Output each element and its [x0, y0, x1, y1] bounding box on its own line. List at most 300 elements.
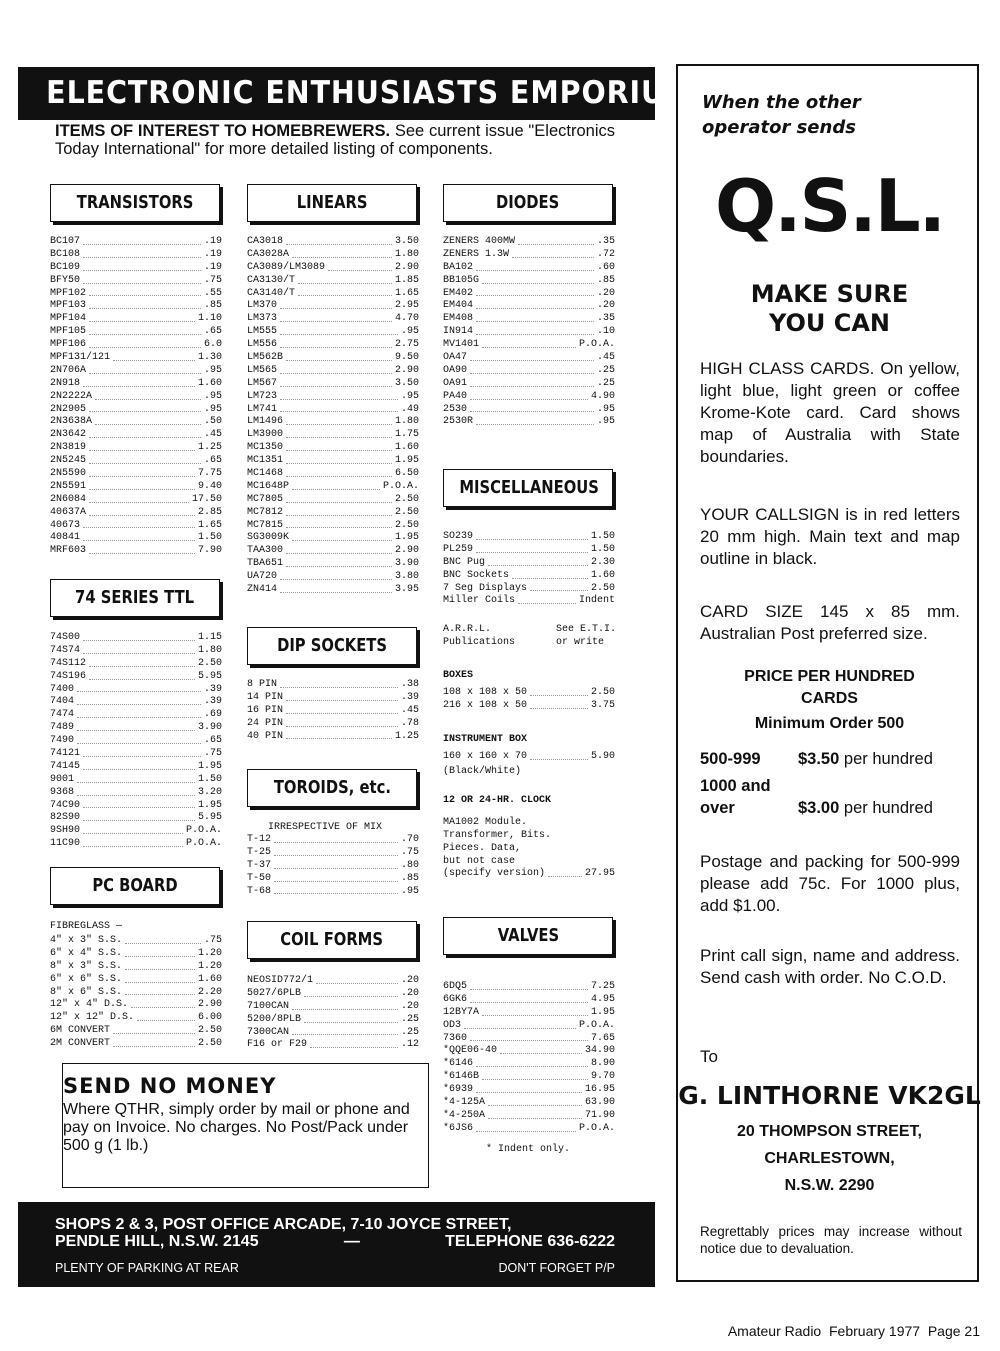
dot-leader	[83, 632, 195, 641]
item-name: 74121	[50, 748, 81, 760]
price-row	[443, 1123, 615, 1136]
list-instrument	[443, 751, 615, 764]
price-row	[247, 571, 419, 584]
item-name: MRF603	[50, 545, 87, 557]
price-row	[443, 313, 615, 326]
item-price: .19	[203, 248, 222, 260]
qsl-paragraph-size: CARD SIZE 145 x 85 mm. Australian Post preferred size.	[700, 602, 960, 643]
item-name: ZENERS 1.3W	[443, 248, 510, 260]
item-price: 5.90	[590, 751, 615, 762]
dot-leader	[83, 236, 201, 245]
item-name: 8 PIN	[247, 679, 278, 690]
item-name: T-25	[247, 846, 272, 858]
item-price: .95	[203, 364, 222, 376]
item-price: 2.85	[197, 506, 222, 518]
price-row	[247, 481, 419, 494]
price-row	[247, 679, 419, 692]
dot-leader	[286, 352, 392, 361]
item-name: 2N5245	[50, 455, 87, 467]
price-row	[50, 481, 222, 494]
price-row	[50, 825, 222, 838]
item-name: *4-250A	[443, 1109, 486, 1121]
item-price: .78	[400, 717, 419, 729]
item-name: BB105G	[443, 274, 480, 286]
dot-leader	[89, 365, 201, 374]
dot-leader	[310, 1039, 398, 1048]
item-name: *QQE06-40	[443, 1045, 498, 1057]
price2-amount	[798, 797, 933, 819]
item-name: SO239	[443, 531, 474, 542]
dot-leader	[292, 1001, 398, 1010]
dot-leader	[470, 404, 594, 413]
item-price: 2.90	[394, 261, 419, 273]
item-name: IN914	[443, 326, 474, 338]
price-row	[247, 416, 419, 429]
item-price: 7.25	[590, 981, 615, 992]
price-row	[50, 800, 222, 813]
item-price: 6.0	[203, 339, 222, 351]
item-price: P.O.A.	[578, 1019, 615, 1031]
item-price: .12	[400, 1039, 419, 1051]
valves-note: * Indent only.	[486, 1144, 571, 1155]
dot-leader	[89, 326, 201, 335]
item-price: .75	[203, 935, 222, 946]
price-row	[443, 570, 615, 583]
item-price: .20	[400, 975, 419, 986]
item-price: P.O.A.	[578, 1122, 615, 1134]
item-name: MC7812	[247, 506, 284, 518]
instrument-label: INSTRUMENT BOX	[443, 734, 528, 745]
item-name: 74S74	[50, 644, 81, 656]
dot-leader	[89, 494, 189, 503]
item-name: PL259	[443, 543, 474, 555]
item-price: 2.50	[590, 687, 615, 698]
item-price: 3.90	[197, 722, 222, 734]
price-row	[247, 378, 419, 391]
send-title: SEND NO MONEY	[63, 1074, 277, 1098]
price-row	[50, 288, 222, 301]
price-row	[247, 847, 419, 860]
price-row	[443, 1020, 615, 1033]
price-row	[50, 365, 222, 378]
price-row	[247, 873, 419, 886]
price-row	[50, 722, 222, 735]
price-row	[247, 300, 419, 313]
list-toroids	[247, 834, 419, 898]
item-price: Indent	[578, 595, 615, 607]
dot-leader	[77, 735, 201, 744]
dot-leader	[89, 658, 195, 667]
dot-leader	[286, 558, 392, 567]
item-name: LM567	[247, 377, 278, 389]
item-price: 1.80	[197, 644, 222, 656]
price1-amount	[798, 748, 933, 770]
item-price: 6.00	[197, 1012, 222, 1024]
dot-leader	[280, 571, 392, 580]
item-price: .35	[596, 313, 615, 325]
qsl-price-row-2	[700, 775, 960, 819]
price-row	[50, 1025, 222, 1038]
qsl-intro: When the other operator sends	[702, 92, 861, 138]
list-ttl	[50, 632, 222, 851]
item-price: .25	[400, 1026, 419, 1038]
dot-leader	[286, 416, 392, 425]
item-name: 216 x 108 x 50	[443, 699, 528, 711]
section-miscellaneous: MISCELLANEOUS	[443, 469, 613, 507]
price-row	[443, 557, 615, 570]
price-row	[50, 326, 222, 339]
item-name: MPF103	[50, 300, 87, 312]
item-name: LM3900	[247, 429, 284, 441]
price-row	[247, 365, 419, 378]
item-name: BFY50	[50, 274, 81, 286]
item-price: .35	[596, 236, 615, 247]
dot-leader	[488, 557, 588, 566]
price-row	[247, 313, 419, 326]
item-price: 1.95	[197, 760, 222, 772]
dot-leader	[83, 800, 195, 809]
pp-text: DON'T FORGET P/P	[498, 1261, 615, 1275]
shops-line1: SHOPS 2 & 3, POST OFFICE ARCADE, 7-10 JOYCE STREET,	[55, 1216, 512, 1233]
dot-leader	[83, 275, 201, 284]
price-row	[247, 249, 419, 262]
dot-leader	[131, 999, 195, 1008]
dot-leader	[89, 339, 201, 348]
dot-leader	[125, 948, 195, 957]
item-price: .25	[596, 364, 615, 376]
price-row	[443, 1084, 615, 1097]
price-row	[247, 275, 419, 288]
dot-leader	[470, 994, 588, 1003]
price-row	[443, 1110, 615, 1123]
item-name: OD3	[443, 1019, 462, 1031]
item-name: MC7815	[247, 519, 284, 531]
item-name: CA3140/T	[247, 287, 296, 299]
price-row	[50, 545, 222, 558]
dot-leader	[77, 696, 201, 705]
item-price: 1.50	[197, 773, 222, 785]
dot-leader	[292, 532, 392, 541]
item-name: 2N5591	[50, 480, 87, 492]
item-price: 4.70	[394, 313, 419, 325]
item-price: .95	[596, 416, 615, 428]
price2-label: 1000 and over	[700, 777, 771, 817]
item-name: *6146	[443, 1058, 474, 1070]
item-name: T-50	[247, 872, 272, 884]
dot-leader	[95, 391, 201, 400]
price2-value: $3.00	[798, 799, 840, 817]
item-name: 24 PIN	[247, 717, 284, 729]
dot-leader	[286, 705, 398, 714]
dot-leader	[286, 731, 392, 740]
dot-leader	[512, 570, 588, 579]
pcboard-label: FIBREGLASS —	[50, 921, 123, 932]
price-row	[443, 300, 615, 313]
dot-leader	[83, 249, 201, 258]
price-row	[50, 987, 222, 1000]
item-name: SG3009K	[247, 532, 290, 544]
item-name: OA91	[443, 377, 468, 389]
item-price: .20	[596, 300, 615, 312]
item-name: OA47	[443, 352, 468, 364]
price-row	[50, 787, 222, 800]
dot-leader	[328, 262, 392, 271]
dot-leader	[83, 748, 201, 757]
dot-leader	[476, 262, 594, 271]
send-no-money-box	[62, 1063, 429, 1188]
price-row	[50, 429, 222, 442]
item-price: 2.90	[394, 364, 419, 376]
item-price: .65	[203, 735, 222, 747]
item-price: 7.65	[590, 1032, 615, 1044]
dot-leader	[530, 583, 588, 592]
price-row	[50, 507, 222, 520]
dot-leader	[286, 520, 392, 529]
dot-leader	[77, 684, 201, 693]
price-row	[247, 731, 419, 744]
price-row	[247, 236, 419, 249]
emporium-title: ELECTRONIC ENTHUSIASTS EMPORIUM	[18, 67, 655, 120]
price-row	[443, 981, 615, 994]
dot-leader	[476, 1058, 588, 1067]
item-price: 2.75	[394, 339, 419, 351]
item-price: 6.50	[394, 468, 419, 480]
item-price: 2.50	[197, 1038, 222, 1050]
item-name: TAA300	[247, 545, 284, 557]
dot-leader	[476, 313, 594, 322]
shops-line2	[55, 1233, 615, 1250]
item-name: 4" x 3" S.S.	[50, 935, 123, 946]
item-price: 3.80	[394, 571, 419, 583]
item-price: 9.70	[590, 1071, 615, 1083]
dot-leader	[470, 378, 594, 387]
dot-leader	[83, 825, 183, 834]
price-row	[443, 1097, 615, 1110]
section-linears: LINEARS	[247, 184, 417, 222]
price-row	[247, 468, 419, 481]
dot-leader	[89, 481, 195, 490]
price-row	[443, 1071, 615, 1084]
item-name: MPF102	[50, 287, 87, 299]
item-price: 1.60	[197, 973, 222, 985]
item-price: .65	[203, 326, 222, 338]
item-price: .95	[400, 390, 419, 402]
qsl-addr-state: N.S.W. 2290	[784, 1177, 875, 1194]
dot-leader	[530, 700, 588, 709]
price-row	[443, 391, 615, 404]
section-toroids: TOROIDS, etc.	[247, 769, 417, 807]
shops-footer-row	[55, 1261, 615, 1275]
item-price: 9.40	[197, 480, 222, 492]
price-row	[50, 236, 222, 249]
item-name: LM562B	[247, 352, 284, 364]
item-price: .75	[203, 274, 222, 286]
item-name: 2N5590	[50, 468, 87, 480]
item-price: 9.50	[394, 352, 419, 364]
item-name: LM555	[247, 326, 278, 338]
price-row	[247, 1001, 419, 1014]
item-price: 3.50	[394, 377, 419, 389]
item-name: *6939	[443, 1084, 474, 1096]
item-price: .65	[203, 455, 222, 467]
item-price: 3.20	[197, 786, 222, 798]
dot-leader	[482, 339, 576, 348]
price-row	[247, 975, 419, 988]
shops-line2-dash: —	[343, 1233, 360, 1250]
dot-leader	[83, 262, 201, 271]
price-row	[50, 974, 222, 987]
item-name: 11C90	[50, 838, 81, 850]
price-row	[50, 684, 222, 697]
item-name: BA102	[443, 261, 474, 273]
item-price: .45	[400, 704, 419, 716]
dot-leader	[286, 545, 392, 554]
dot-leader	[476, 531, 588, 540]
price-row	[50, 391, 222, 404]
dot-leader	[125, 961, 195, 970]
dot-leader	[274, 847, 398, 856]
item-name: MPF105	[50, 326, 87, 338]
qsl-price-row-1	[700, 748, 960, 770]
item-price: 71.90	[584, 1109, 615, 1121]
item-price: 2.50	[394, 493, 419, 505]
item-price: .69	[203, 709, 222, 721]
price-row	[50, 1038, 222, 1051]
item-price: 2.50	[394, 519, 419, 531]
item-name: 7404	[50, 696, 75, 708]
item-price: 2.50	[197, 657, 222, 669]
item-name: 2N3638A	[50, 416, 93, 428]
item-price: 1.60	[590, 569, 615, 581]
dot-leader	[83, 520, 195, 529]
item-name: 40637A	[50, 506, 87, 518]
dot-leader	[77, 774, 195, 783]
item-price: 2.20	[197, 986, 222, 998]
price-row	[247, 391, 419, 404]
item-name: MC7805	[247, 493, 284, 505]
item-price: .80	[400, 859, 419, 871]
item-name: MC1351	[247, 455, 284, 467]
item-name: 40 PIN	[247, 730, 284, 742]
dot-leader	[482, 275, 594, 284]
list-dip-sockets	[247, 679, 419, 743]
dot-leader	[470, 981, 588, 990]
price1-value: $3.50	[798, 750, 840, 768]
price-row	[247, 326, 419, 339]
section-coil-forms: COIL FORMS	[247, 921, 417, 959]
dot-leader	[292, 249, 392, 258]
item-price: .60	[596, 261, 615, 273]
item-price: 17.50	[191, 493, 222, 505]
item-name: CA3028A	[247, 248, 290, 260]
price-row	[50, 935, 222, 948]
dot-leader	[125, 935, 201, 944]
dot-leader	[89, 300, 201, 309]
price-row	[443, 275, 615, 288]
dot-leader	[89, 288, 201, 297]
item-price: 1.20	[197, 960, 222, 972]
dot-leader	[280, 679, 398, 688]
price-row	[50, 262, 222, 275]
price-row	[50, 378, 222, 391]
item-name: EM402	[443, 287, 474, 299]
dot-leader	[286, 692, 398, 701]
price-row	[50, 416, 222, 429]
dot-leader	[280, 365, 392, 374]
price-row	[247, 558, 419, 571]
price-row	[247, 718, 419, 731]
price-row	[50, 352, 222, 365]
qsl-to: To	[700, 1047, 718, 1066]
item-name: 74145	[50, 760, 81, 772]
dot-leader	[512, 249, 594, 258]
dot-leader	[280, 300, 392, 309]
item-name: LM565	[247, 364, 278, 376]
item-name: 5027/6PLB	[247, 987, 302, 999]
dot-leader	[89, 468, 195, 477]
price-row	[247, 705, 419, 718]
dot-leader	[470, 352, 594, 361]
dot-leader	[476, 1123, 576, 1132]
item-price: 4.90	[590, 390, 615, 402]
dot-leader	[89, 455, 201, 464]
item-name: BC109	[50, 261, 81, 273]
price-row	[247, 860, 419, 873]
dot-leader	[518, 595, 576, 604]
item-name: 7300CAN	[247, 1026, 290, 1038]
price-row	[443, 262, 615, 275]
dot-leader	[280, 339, 392, 348]
shops-address	[55, 1216, 615, 1250]
dot-leader	[125, 987, 195, 996]
dot-leader	[83, 812, 195, 821]
item-price: 1.25	[197, 442, 222, 454]
item-name: 2530	[443, 403, 468, 415]
item-price: 2.50	[394, 506, 419, 518]
dot-leader	[83, 532, 195, 541]
dot-leader	[476, 288, 594, 297]
item-name: 2N3819	[50, 442, 87, 454]
dot-leader	[292, 481, 380, 490]
list-coil-forms	[247, 975, 419, 1052]
item-name: MPF104	[50, 313, 87, 325]
item-price: P.O.A.	[382, 480, 419, 492]
item-price: 3.90	[394, 558, 419, 570]
list-valves	[443, 981, 615, 1136]
price-row	[443, 288, 615, 301]
dot-leader	[83, 645, 195, 654]
item-name: MPF106	[50, 339, 87, 351]
item-name: 6M CONVERT	[50, 1025, 111, 1037]
price-row	[50, 275, 222, 288]
item-price: 1.20	[197, 947, 222, 959]
price-row	[50, 696, 222, 709]
item-name: CA3130/T	[247, 274, 296, 286]
price-row	[247, 545, 419, 558]
item-name: T-12	[247, 834, 272, 845]
shops-telephone: TELEPHONE 636-6222	[445, 1233, 615, 1250]
item-name: 8" x 6" S.S.	[50, 986, 123, 998]
item-price: 63.90	[584, 1097, 615, 1109]
dot-leader	[83, 378, 195, 387]
item-price: .45	[596, 352, 615, 364]
dot-leader	[83, 761, 195, 770]
price-row	[247, 520, 419, 533]
item-price: .85	[203, 300, 222, 312]
item-name: *4-125A	[443, 1097, 486, 1109]
price1-unit: per hundred	[843, 750, 933, 768]
item-price: .70	[400, 834, 419, 845]
